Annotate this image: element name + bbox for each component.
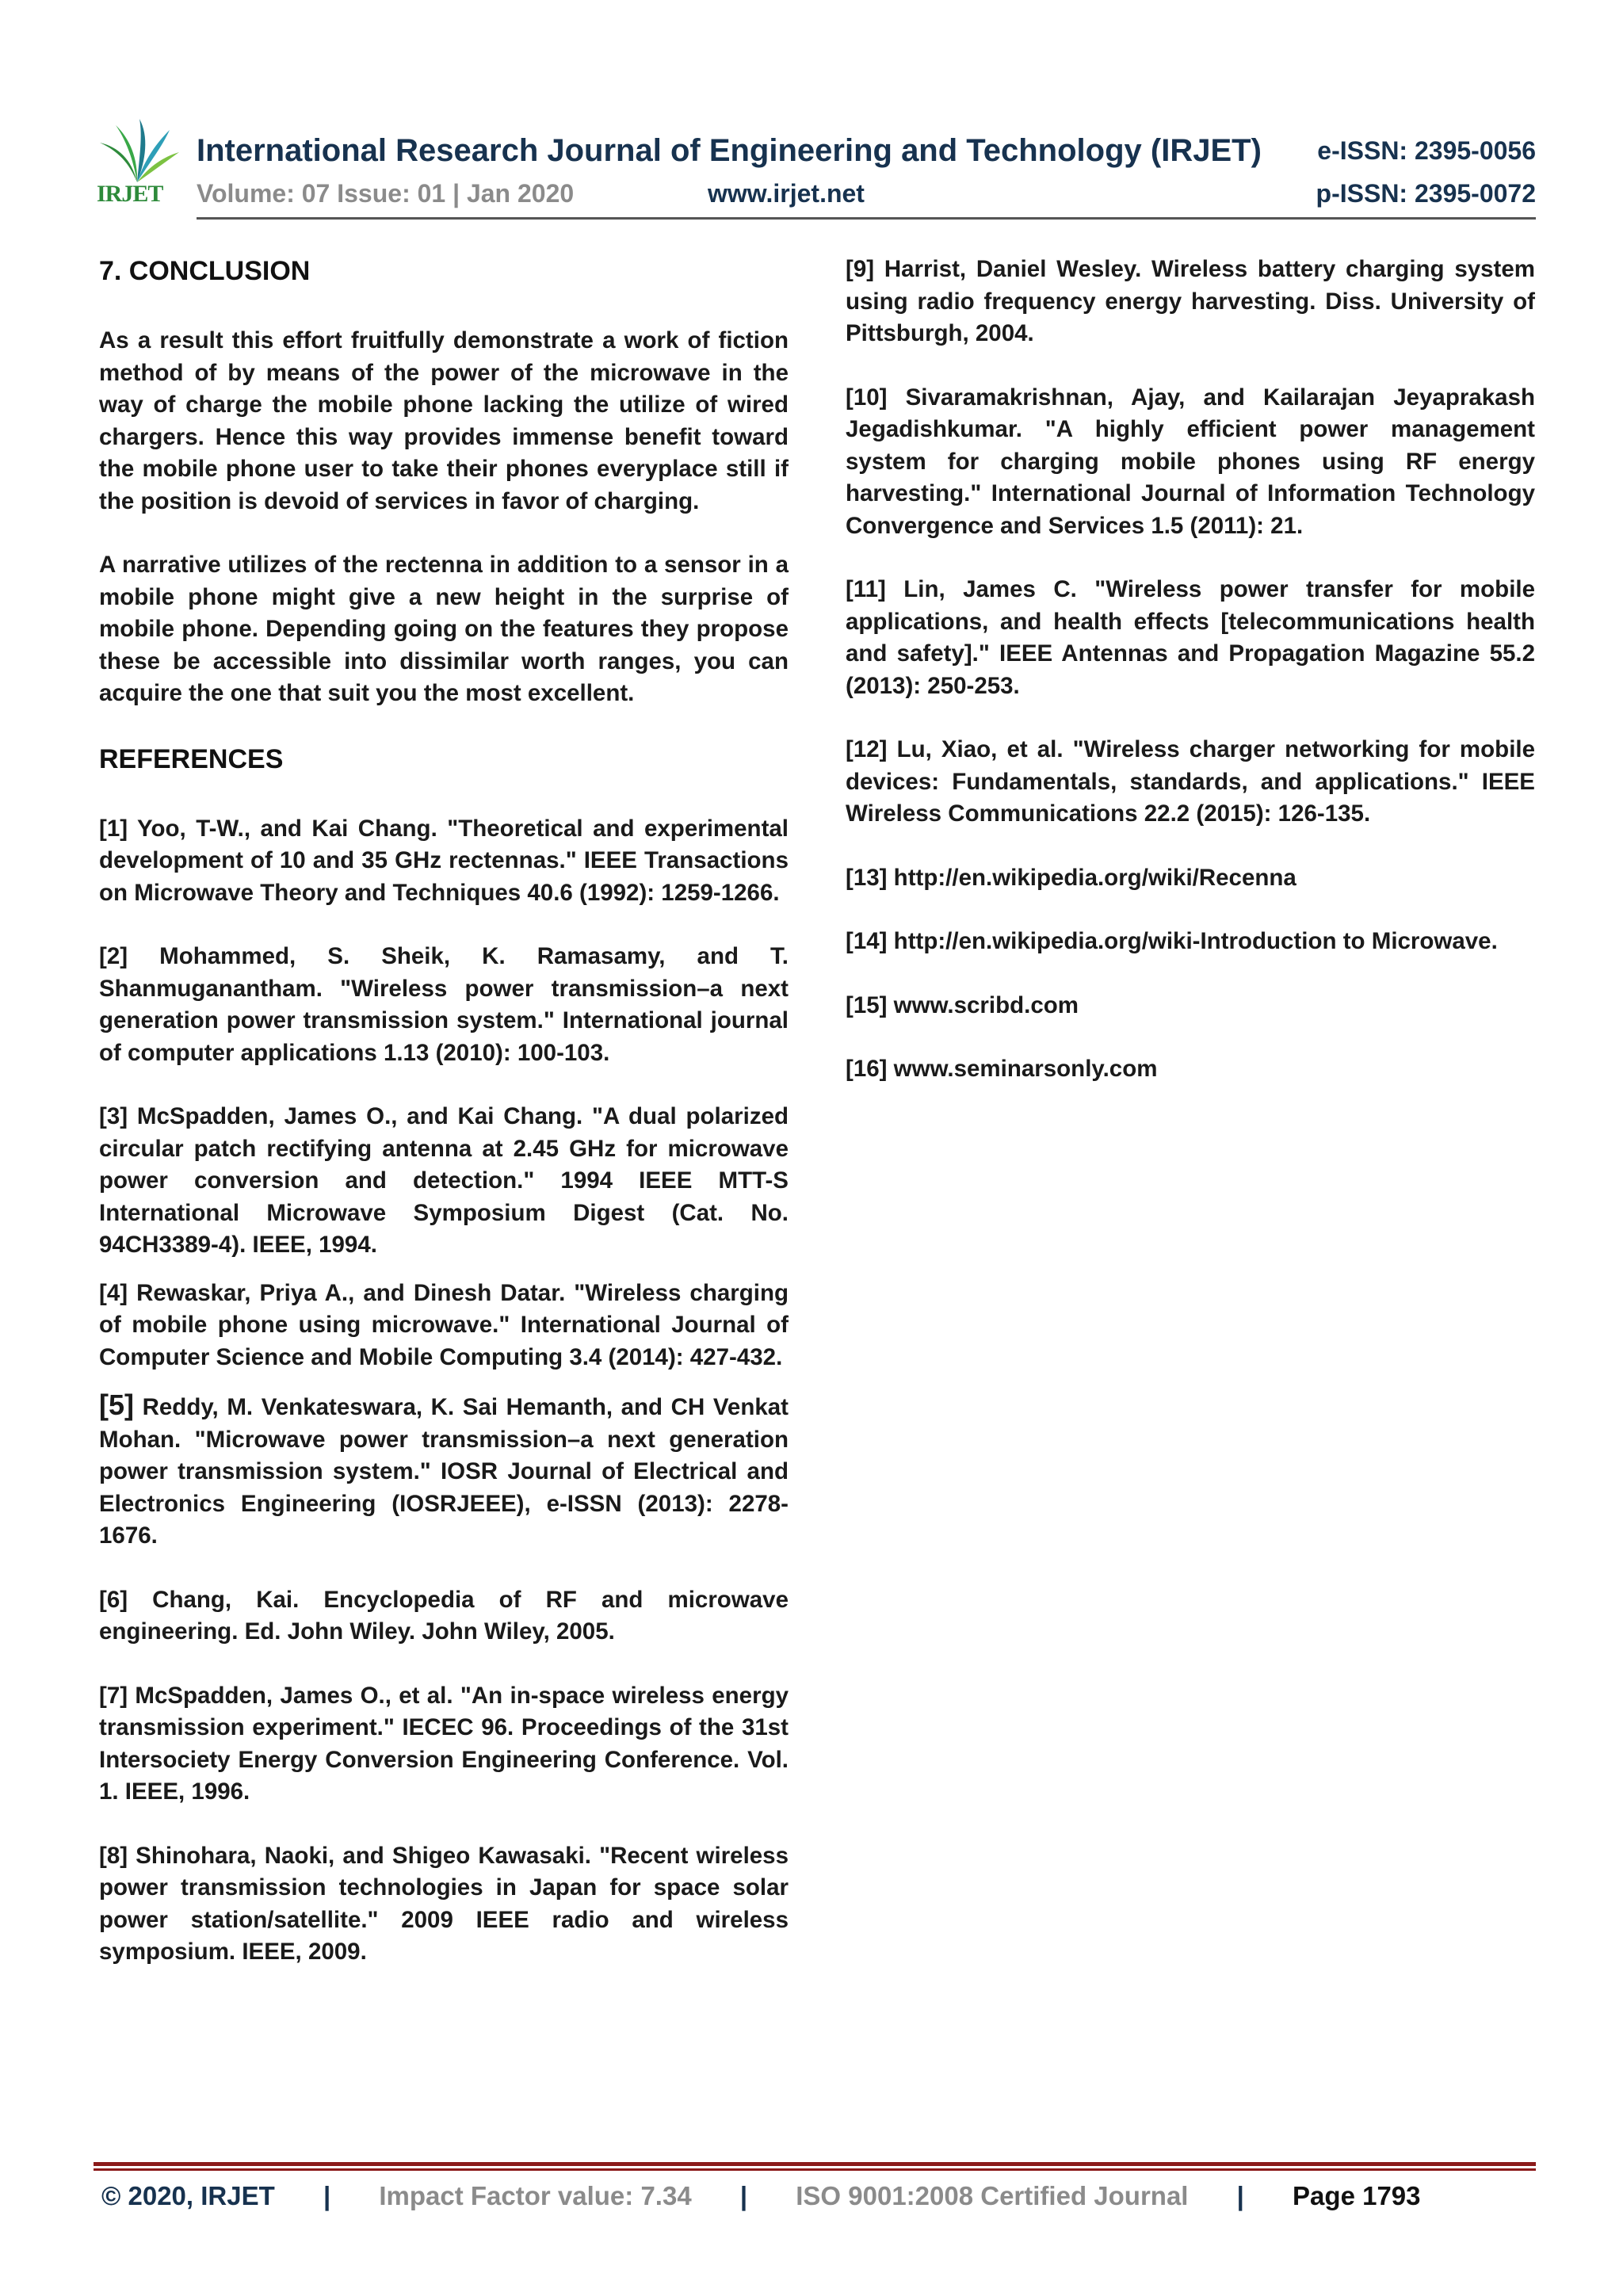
volume-issue: Volume: 07 Issue: 01 | Jan 2020 [197, 179, 575, 208]
page-header [94, 119, 1536, 222]
page-footer [101, 2181, 1421, 2211]
reference-text: Yoo, T-W., and Kai Chang. "Theoretical and experimental development of 10 and 35 GHz rectennas." IEEE Transactions on Microwave Theory and Techniques 40.6 (1992): 1259-1266. [99, 815, 789, 906]
reference-text: Mohammed, S. Sheik, K. Ramasamy, and T. Shanmuganantham. "Wireless power transmission–a next generation power transmission system." International journal of computer applications 1.13 (2010): 100-103. [99, 943, 789, 1066]
footer-separator: | [323, 2181, 331, 2210]
reference-link[interactable]: www.seminarsonly.com [893, 1056, 1158, 1082]
reference-item [99, 1101, 789, 1262]
reference-item [846, 734, 1535, 831]
reference-item [846, 1053, 1535, 1086]
reference-number: [4] [99, 1279, 128, 1306]
references-heading: REFERENCES [99, 743, 284, 774]
irjet-logo [94, 119, 181, 214]
reference-number: [6] [99, 1586, 128, 1613]
reference-item [846, 990, 1535, 1022]
reference-item [99, 1389, 789, 1553]
reference-number: [13] [846, 864, 888, 891]
journal-website[interactable]: www.irjet.net [708, 179, 865, 208]
reference-item [99, 1278, 789, 1374]
reference-item [99, 1680, 789, 1809]
reference-text: Rewaskar, Priya A., and Dinesh Datar. "Wireless charging of mobile phone using microwave." International Journal of Computer Science and Mobile Computing 3.4 (2014): 427-432. [99, 1279, 789, 1370]
reference-link[interactable]: www.scribd.com [893, 991, 1079, 1018]
footer-impact-factor: Impact Factor value: 7.34 [379, 2181, 692, 2210]
e-issn: e-ISSN: 2395-0056 [1317, 136, 1536, 165]
reference-number: [14] [846, 928, 888, 954]
footer-separator: | [1236, 2181, 1244, 2210]
left-column [99, 254, 789, 1969]
reference-number: [3] [99, 1103, 128, 1129]
reference-text: McSpadden, James O., et al. "An in-space wireless energy transmission experiment." IECEC 96. Proceedings of the 31st Intersociety Energy Conversion Engineering Conference. Vol. 1. IEEE, 1996. [99, 1682, 789, 1805]
reference-number: [15] [846, 991, 888, 1018]
reference-item [99, 941, 789, 1069]
reference-item [846, 382, 1535, 543]
reference-text: Shinohara, Naoki, and Shigeo Kawasaki. "Recent wireless power transmission technologies in Japan for space solar power station/satellite." 2009 IEEE radio and wireless symposium. IEEE, 2009. [99, 1842, 789, 1965]
reference-number: [9] [846, 256, 875, 282]
footer-copyright: © 2020, IRJET [101, 2181, 275, 2210]
footer-separator: | [739, 2181, 748, 2210]
reference-number: [10] [846, 384, 888, 411]
reference-number: [2] [99, 943, 128, 969]
reference-number: [11] [846, 576, 886, 602]
logo-wordmark: IRJET [97, 181, 163, 207]
journal-title: International Research Journal of Engineering and Technology (IRJET) [197, 133, 1262, 168]
reference-number: [16] [846, 1056, 888, 1082]
reference-text: Reddy, M. Venkateswara, K. Sai Hemanth, and CH Venkat Mohan. "Microwave power transmission–a next generation power transmission system." IOSR Journal of Electrical and Electronics Engineering (IOSRJEEE), e-ISSN (2013): 2278-1676. [99, 1394, 789, 1549]
reference-number: [12] [846, 736, 888, 762]
p-issn: p-ISSN: 2395-0072 [1316, 179, 1536, 208]
reference-item [99, 813, 789, 910]
footer-iso-certification: ISO 9001:2008 Certified Journal [796, 2181, 1189, 2210]
footer-divider [94, 2162, 1536, 2166]
reference-text: Lin, James C. "Wireless power transfer for mobile applications, and health effects [telecommunications health and safety]." IEEE Antennas and Propagation Magazine 55.2 (2013): 250-253. [846, 576, 1535, 699]
reference-link[interactable]: http://en.wikipedia.org/wiki/Recenna [893, 864, 1296, 891]
reference-number: [1] [99, 815, 128, 842]
reference-number: [7] [99, 1682, 128, 1709]
conclusion-paragraph: A narrative utilizes of the rectenna in addition to a sensor in a mobile phone might give a new height in the surprise of mobile phone. Depending going on the features they propose these be accessible into dissimilar worth ranges, you can acquire the one that suit you the most excellent. [99, 552, 789, 706]
footer-divider [94, 2168, 1536, 2171]
reference-item [99, 1584, 789, 1648]
reference-item [99, 1840, 789, 1969]
leaf-logo-icon [94, 119, 181, 190]
reference-item [846, 926, 1535, 958]
reference-number: [8] [99, 1842, 128, 1869]
conclusion-paragraph: As a result this effort fruitfully demonstrate a work of fiction method of by means of the power of the microwave in the way of charge the mobile phone lacking the utilize of wired chargers. Hence this way provides immense benefit toward the mobile phone user to take their phones everyplace still if the position is devoid of services in favor of charging. [99, 327, 789, 514]
reference-text: Harrist, Daniel Wesley. Wireless battery charging system using radio frequency energy harvesting. Diss. University of Pittsburgh, 2004. [846, 256, 1535, 346]
reference-item [846, 862, 1535, 895]
reference-text: Chang, Kai. Encyclopedia of RF and microwave engineering. Ed. John Wiley. John Wiley, 2005. [99, 1586, 789, 1645]
reference-number: [5] [99, 1389, 134, 1421]
header-divider [197, 217, 1536, 220]
footer-page-number: Page 1793 [1293, 2181, 1421, 2210]
right-column [846, 254, 1535, 1086]
reference-link[interactable]: http://en.wikipedia.org/wiki-Introduction to Microwave. [893, 928, 1498, 954]
reference-item [846, 254, 1535, 350]
conclusion-heading: 7. CONCLUSION [99, 256, 311, 286]
reference-text: Sivaramakrishnan, Ajay, and Kailarajan Jeyaprakash Jegadishkumar. "A highly efficient power management system for charging mobile phones using RF energy harvesting." International Journal of Information Technology Convergence and Services 1.5 (2011): 21. [846, 384, 1535, 539]
reference-text: McSpadden, James O., and Kai Chang. "A dual polarized circular patch rectifying antenna at 2.45 GHz for microwave power conversion and detection." 1994 IEEE MTT-S International Microwave Symposium Digest (Cat. No. 94CH3389-4). IEEE, 1994. [99, 1103, 789, 1258]
reference-item [846, 574, 1535, 702]
reference-text: Lu, Xiao, et al. "Wireless charger networking for mobile devices: Fundamentals, standards, and applications." IEEE Wireless Communications 22.2 (2015): 126-135. [846, 736, 1535, 827]
